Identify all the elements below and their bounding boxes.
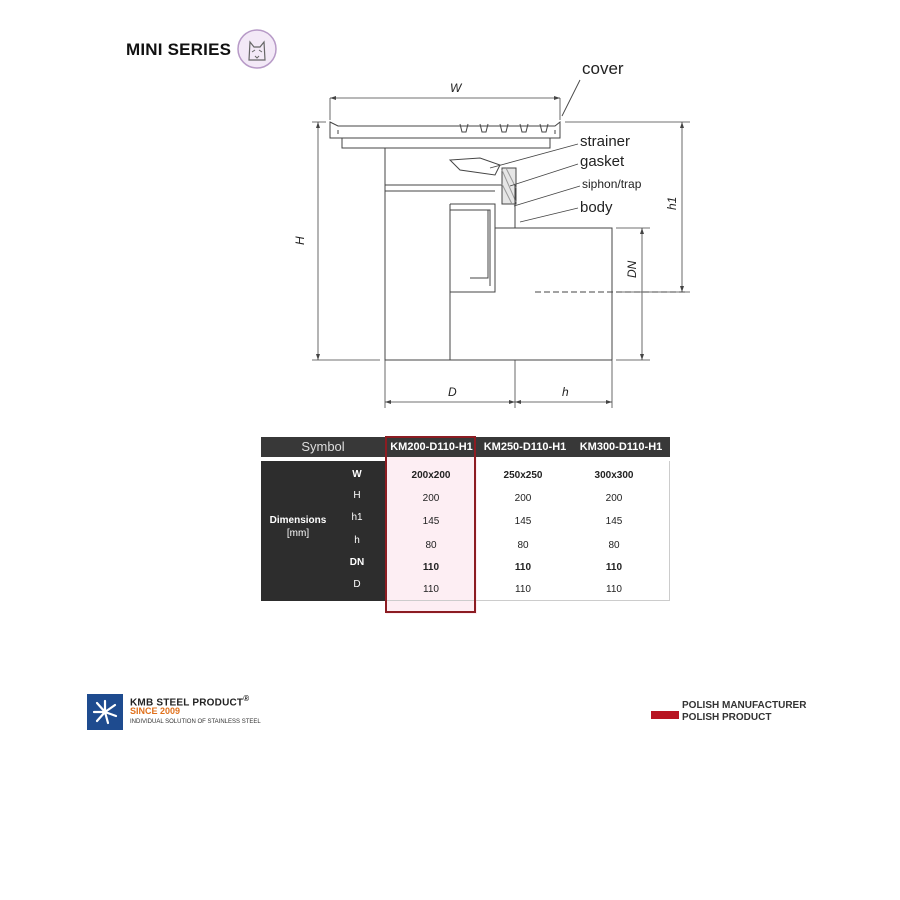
cat-logo-icon	[236, 28, 278, 70]
row-label-D: D	[353, 579, 361, 590]
highlight-column-border	[385, 436, 476, 613]
col-header-km200: KM200-D110-H1	[390, 441, 473, 453]
dim-h1-label: h1	[665, 196, 679, 210]
registered-mark: ®	[243, 694, 250, 703]
cell-D-km200: 110	[423, 584, 439, 595]
dim-h-label: h	[562, 385, 569, 399]
cell-H-km300: 200	[605, 493, 623, 504]
part-cover-label: cover	[582, 60, 624, 78]
dim-D-label: D	[448, 385, 457, 399]
kmb-logo-icon	[87, 694, 123, 730]
company-name-text: KMB STEEL PRODUCT	[130, 697, 244, 709]
symbol-header: Symbol	[301, 439, 345, 454]
col-header-km250: KM250-D110-H1	[483, 441, 567, 453]
cell-h-km250: 80	[517, 540, 529, 551]
dim-DN-label: DN	[625, 260, 639, 278]
dimensions-label: Dimensions	[269, 515, 327, 526]
cell-D-km250: 110	[515, 584, 531, 595]
row-label-h: h	[354, 535, 360, 546]
row-label-h1: h1	[351, 512, 363, 523]
technical-drawing	[290, 60, 710, 420]
dim-w-label: W	[450, 81, 462, 95]
cell-DN-km200: 110	[422, 562, 440, 573]
row-label-H: H	[353, 490, 361, 501]
series-title: MINI SERIES	[126, 40, 232, 59]
cell-DN-km250: 110	[514, 562, 532, 573]
part-body-label: body	[580, 199, 613, 216]
cell-h-km300: 80	[608, 540, 620, 551]
polish-product-label: POLISH PRODUCT	[682, 712, 772, 723]
since-label: SINCE 2009	[130, 706, 181, 716]
cell-w-km250: 250x250	[503, 470, 543, 481]
company-tagline: INDIVIDUAL SOLUTION OF STAINLESS STEEL	[130, 719, 261, 725]
part-strainer-label: strainer	[580, 133, 631, 150]
cell-D-km300: 110	[606, 584, 622, 595]
cell-w-km200: 200x200	[411, 470, 451, 481]
dimensions-group-label	[261, 514, 335, 540]
row-label-W: W	[352, 469, 362, 480]
cell-h1-km300: 145	[605, 516, 623, 527]
col-header-km300: KM300-D110-H1	[579, 441, 663, 453]
unit-label: [mm]	[286, 528, 310, 539]
part-siphon-label: siphon/trap	[582, 177, 642, 191]
cell-h-km200: 80	[425, 540, 437, 551]
cell-H-km250: 200	[514, 493, 532, 504]
row-label-DN: DN	[349, 557, 365, 568]
part-gasket-label: gasket	[580, 153, 625, 170]
polish-manufacturer-label: POLISH MANUFACTURER	[682, 700, 807, 711]
cell-h1-km200: 145	[422, 516, 440, 527]
polish-flag-bar	[651, 711, 679, 719]
cell-w-km300: 300x300	[594, 470, 634, 481]
cell-h1-km250: 145	[514, 516, 532, 527]
cell-H-km200: 200	[422, 493, 440, 504]
cell-DN-km300: 110	[605, 562, 623, 573]
dim-H-label: H	[293, 236, 307, 245]
